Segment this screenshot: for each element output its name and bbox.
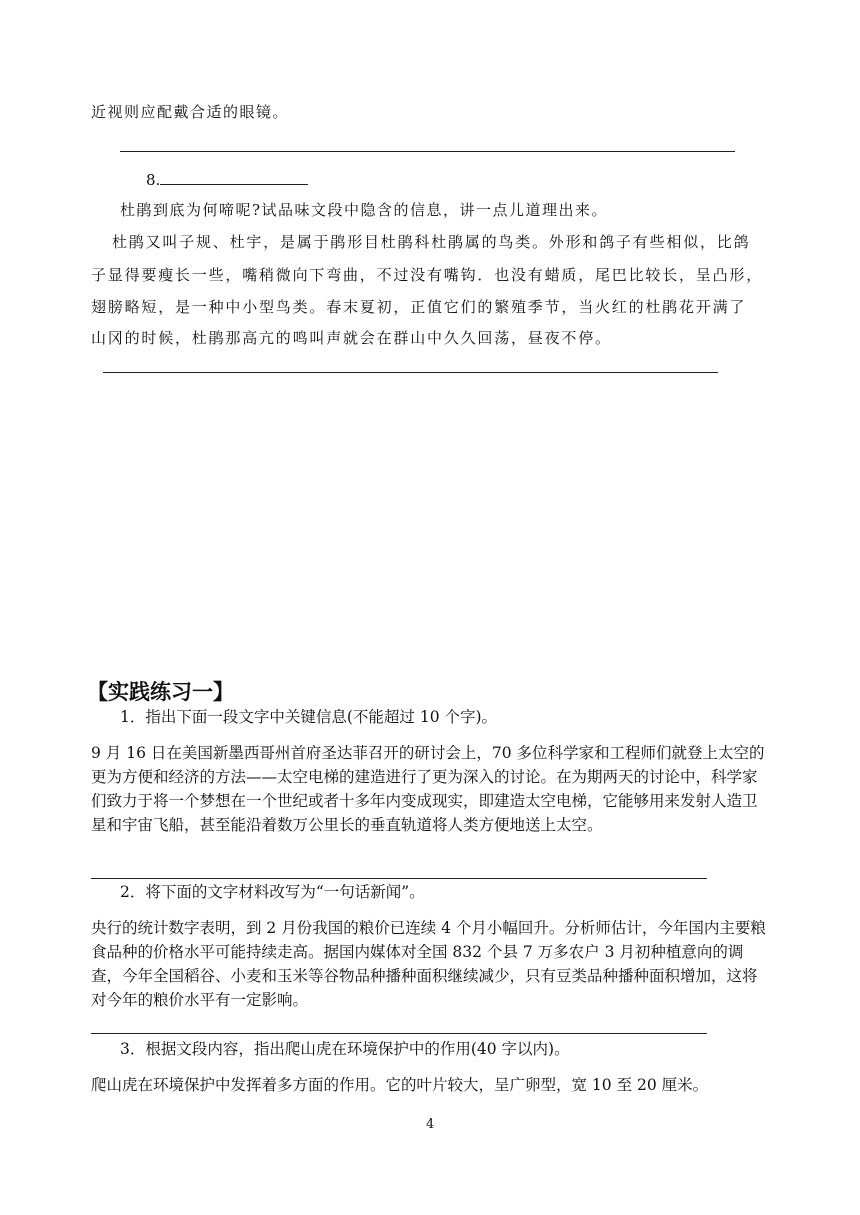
question-8-label: [146, 168, 308, 189]
question-8-number: 8.: [146, 171, 161, 189]
question-8-prompt: 杜鹃到底为何啼呢?试品味文段中隐含的信息，讲一点儿道理出来。: [120, 201, 609, 219]
passage-line: 子显得要瘦长一些，嘴稍微向下弯曲，不过没有嘴钩．也没有蜡质，尾巴比较长，呈凸形，: [91, 266, 764, 284]
question-2-prompt: 2．将下面的文字材料改写为“一句话新闻”。: [120, 883, 425, 901]
answer-line: [120, 151, 735, 152]
page-number: 4: [426, 1117, 435, 1132]
passage-line: 杜鹃又叫子规、杜宇，是属于鹃形目杜鹃科杜鹃属的鸟类。外形和鸽子有些相似，比鸽: [112, 233, 751, 251]
question-3-prompt: 3．根据文段内容，指出爬山虎在环境保护中的作用(40 字以内)。: [120, 1040, 570, 1058]
paragraph-tail: 近视则应配戴合适的眼镜。: [91, 103, 290, 121]
question-1-passage: 9 月 16 日在美国新墨西哥州首府圣达菲召开的研讨会上，70 多位科学家和工程师们就登上太空的更为方便和经济的方法——太空电梯的建造进行了更为深入的讨论。在为期两天的讨论中，科学家们致力于将一个梦想在一个世纪或者十多年内变成现实，即建造太空电梯，它能够用来发射人造卫星和宇宙飞船，甚至能沿着数万公里长的垂直轨道将人类方便地送上太空。: [91, 744, 765, 834]
question-3-passage: 爬山虎在环境保护中发挥着多方面的作用。它的叶片较大，呈广卵型，宽 10 至 20 厘米。: [91, 1076, 709, 1094]
passage-line: 山冈的时候，杜鹃那高亢的鸣叫声就会在群山中久久回荡，昼夜不停。: [91, 329, 612, 347]
question-2-passage: 央行的统计数字表明，到 2 月份我国的粮价已连续 4 个月小幅回升。分析师估计，今年国内主要粮食品种的价格水平可能持续走高。据国内媒体对全国 832 个县 7 万多农户 3 月初种植意向的调查，今年全国稻谷、小麦和玉米等谷物品种播种面积继续减少，只有豆类品种播种面积增加，这将对今年的粮价水平有一定影响。: [91, 919, 766, 1009]
passage-line: 翅膀略短，是一种中小型鸟类。春末夏初，正值它们的繁殖季节，当火红的杜鹃花开满了: [91, 298, 747, 316]
answer-line: [103, 372, 718, 373]
answer-line: [91, 1033, 707, 1034]
question-1-prompt: 1．指出下面一段文字中关键信息(不能超过 10 个字)。: [120, 708, 498, 726]
section-heading: 【实践练习一】: [87, 680, 234, 704]
answer-line: [91, 878, 707, 879]
question-8-blank: [160, 168, 308, 185]
